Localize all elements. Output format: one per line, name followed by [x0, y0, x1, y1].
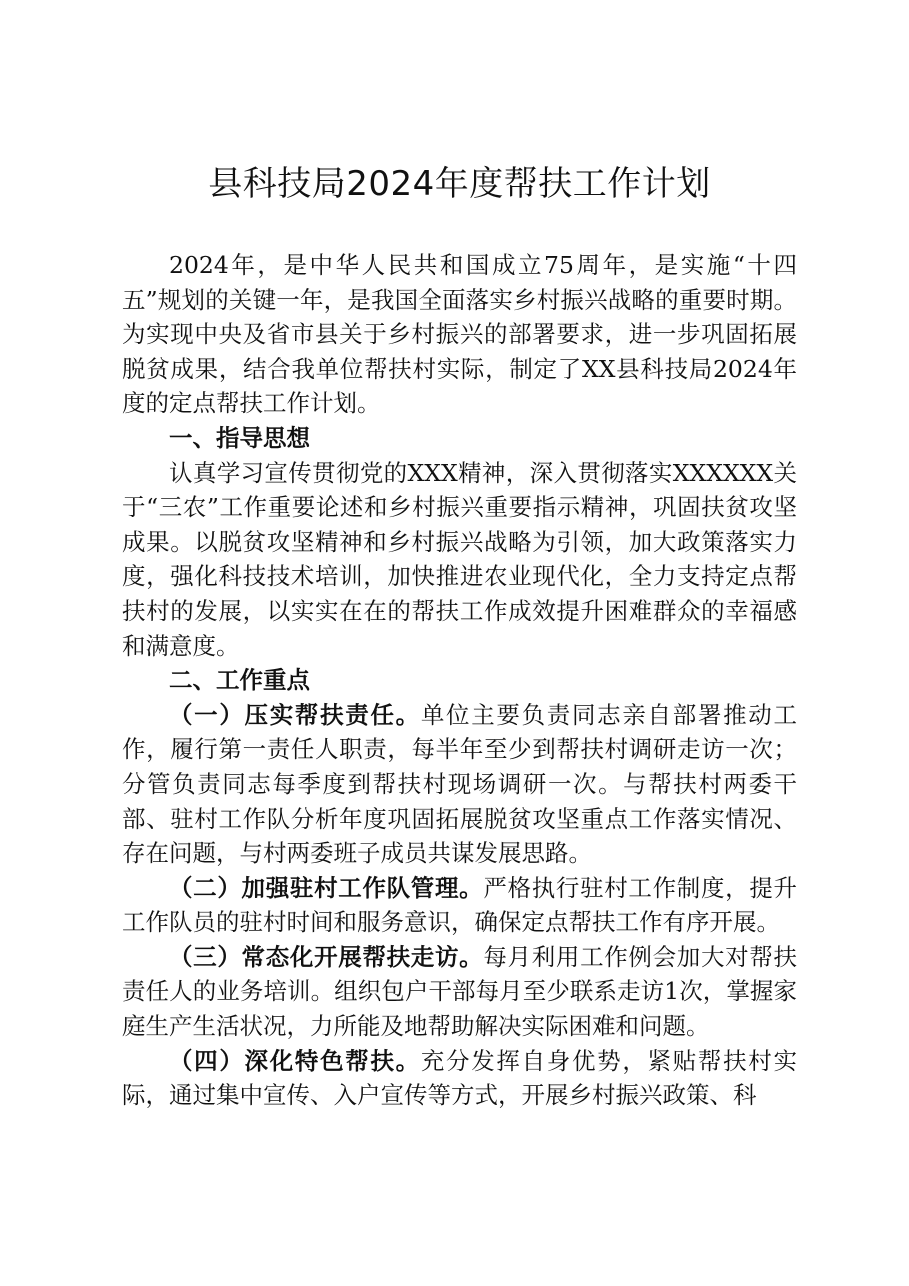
work-item-special-assistance: [122, 1044, 797, 1113]
work-item-body: 单位主要负责同志亲自部署推动工作，履行第一责任人职责，每半年至少到帮扶村调研走访一次；分管负责同志每季度到帮扶村现场调研一次。与帮扶村两委干部、驻村工作队分析年度巩固拓展脱贫攻坚重点工作落实情况、存在问题，与村两委班子成员共谋发展思路。: [122, 700, 797, 868]
work-item-lead: （三）常态化开展帮扶走访。: [169, 942, 484, 971]
work-item-visits: [122, 940, 797, 1044]
work-item-lead: （四）深化特色帮扶。: [169, 1046, 421, 1075]
work-item-responsibility: [122, 698, 797, 871]
work-item-lead: （一）压实帮扶责任。: [169, 700, 421, 729]
section-heading-work-focus: 二、工作重点: [169, 666, 310, 695]
work-item-body: 充分发挥自身优势，紧贴帮扶村实际，通过集中宣传、入户宣传等方式，开展乡村振兴政策、科: [122, 1046, 797, 1110]
intro-paragraph: 2024年，是中华人民共和国成立75周年，是实施“十四五”规划的关键一年，是我国全面落实乡村振兴战略的重要时期。为实现中央及省市县关于乡村振兴的部署要求，进一步巩固拓展脱贫成果，结合我单位帮扶村实际，制定了XX县科技局2024年度的定点帮扶工作计划。: [122, 251, 797, 418]
work-item-body: 每月利用工作例会加大对帮扶责任人的业务培训。组织包户干部每月至少联系走访1次，掌握家庭生产生活状况，力所能及地帮助解决实际困难和问题。: [122, 942, 798, 1041]
guiding-ideology-paragraph: 认真学习宣传贯彻党的XXX精神，深入贯彻落实XXXXXX关于“三农”工作重要论述和乡村振兴重要指示精神，巩固扶贫攻坚成果。以脱贫攻坚精神和乡村振兴战略为引领，加大政策落实力度，强化科技技术培训，加快推进农业现代化，全力支持定点帮扶村的发展，以实实在在的帮扶工作成效提升困难群众的幸福感和满意度。: [122, 458, 797, 660]
document-title: 县科技局2024年度帮扶工作计划: [208, 164, 711, 204]
work-item-lead: （二）加强驻村工作队管理。: [169, 873, 484, 902]
work-item-team-management: [122, 871, 797, 940]
work-item-body: 严格执行驻村工作制度，提升工作队员的驻村时间和服务意识，确保定点帮扶工作有序开展。: [122, 873, 798, 937]
section-heading-guiding-ideology: 一、指导思想: [169, 423, 310, 452]
